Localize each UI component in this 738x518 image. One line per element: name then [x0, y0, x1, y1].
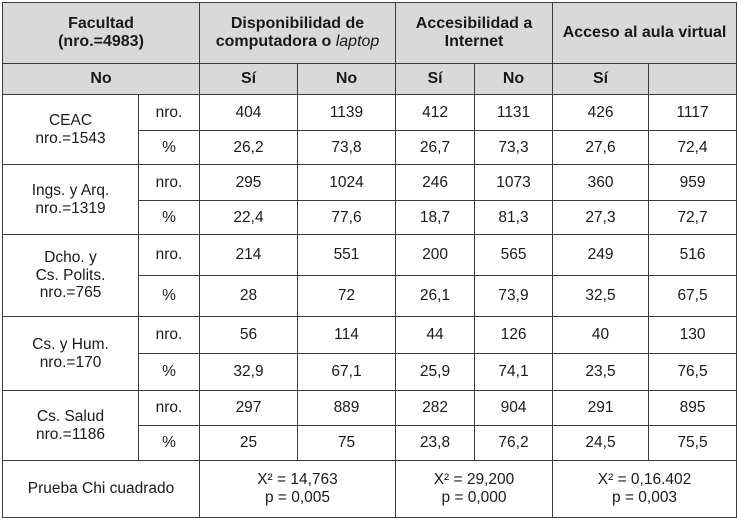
- col1-line2: computadora o: [215, 33, 332, 50]
- count-cell: 889: [298, 391, 396, 426]
- facultad-label: Facultad: [68, 14, 134, 32]
- faculty-name: [3, 391, 139, 461]
- row-type-label: nro.: [139, 317, 200, 354]
- faculty-name: [3, 317, 139, 391]
- percent-cell: 67,1: [298, 354, 396, 391]
- chi-square-result: [553, 461, 737, 518]
- col2-line1: Accesibilidad a: [415, 14, 533, 32]
- count-cell: 360: [553, 165, 649, 201]
- row-type-label: nro.: [139, 95, 200, 131]
- table-row: [3, 95, 737, 131]
- row-type-label: %: [139, 276, 200, 317]
- computer-availability-header: [200, 3, 396, 64]
- row-type-label: %: [139, 201, 200, 235]
- percent-cell: 77,6: [298, 201, 396, 235]
- count-cell: 291: [553, 391, 649, 426]
- percent-cell: 26,1: [396, 276, 475, 317]
- table-row: [3, 235, 737, 276]
- col2-line2: Internet: [444, 33, 504, 50]
- count-cell: 904: [475, 391, 553, 426]
- percent-cell: 32,9: [200, 354, 298, 391]
- percent-cell: 81,3: [475, 201, 553, 235]
- faculty-name: [3, 235, 139, 317]
- faculty-name: [3, 95, 139, 165]
- empty-header: [649, 64, 737, 95]
- chi-square-value: X² = 0,16.402: [597, 471, 692, 489]
- count-cell: 1139: [298, 95, 396, 131]
- chi-square-label: Prueba Chi cuadrado: [3, 461, 200, 518]
- row-type-label: nro.: [139, 165, 200, 201]
- count-cell: 297: [200, 391, 298, 426]
- count-cell: 565: [475, 235, 553, 276]
- header-row-1: [3, 3, 737, 64]
- percent-cell: 18,7: [396, 201, 475, 235]
- count-cell: 200: [396, 235, 475, 276]
- si-header: Sí: [396, 64, 475, 95]
- count-cell: 126: [475, 317, 553, 354]
- count-cell: 295: [200, 165, 298, 201]
- si-header: Sí: [200, 64, 298, 95]
- chi-square-value: X² = 29,200: [433, 471, 515, 489]
- table-row: [3, 391, 737, 426]
- percent-cell: 32,5: [553, 276, 649, 317]
- col3-label: Acceso al aula virtual: [562, 23, 727, 41]
- internet-access-header: [396, 3, 553, 64]
- count-cell: 895: [649, 391, 737, 426]
- count-cell: 516: [649, 235, 737, 276]
- count-cell: 1073: [475, 165, 553, 201]
- faculty-name: [3, 165, 139, 235]
- count-cell: 40: [553, 317, 649, 354]
- faculty-name-line: CEAC: [48, 111, 93, 129]
- percent-cell: 22,4: [200, 201, 298, 235]
- percent-cell: 23,8: [396, 426, 475, 461]
- percent-cell: 75,5: [649, 426, 737, 461]
- row-type-label: nro.: [139, 235, 200, 276]
- faculty-name-line: nro.=170: [39, 353, 102, 371]
- count-cell: 246: [396, 165, 475, 201]
- percent-cell: 76,2: [475, 426, 553, 461]
- count-cell: 412: [396, 95, 475, 131]
- p-value: p = 0,005: [264, 489, 331, 506]
- percent-cell: 73,3: [475, 131, 553, 165]
- percent-cell: 72: [298, 276, 396, 317]
- count-cell: 56: [200, 317, 298, 354]
- percent-cell: 72,4: [649, 131, 737, 165]
- faculty-name-line: nro.=1186: [35, 425, 106, 443]
- percent-cell: 25,9: [396, 354, 475, 391]
- percent-cell: 67,5: [649, 276, 737, 317]
- facultad-header: [3, 3, 200, 64]
- row-type-label: %: [139, 354, 200, 391]
- count-cell: 282: [396, 391, 475, 426]
- col1-laptop: laptop: [335, 33, 380, 50]
- row-type-label: nro.: [139, 391, 200, 426]
- p-value: p = 0,003: [611, 489, 678, 506]
- percent-cell: 26,7: [396, 131, 475, 165]
- count-cell: 130: [649, 317, 737, 354]
- p-value: p = 0,000: [441, 489, 507, 506]
- percent-cell: 24,5: [553, 426, 649, 461]
- col1-line1: Disponibilidad de: [230, 14, 365, 32]
- results-table: [2, 2, 737, 518]
- count-cell: 959: [649, 165, 737, 201]
- percent-cell: 23,5: [553, 354, 649, 391]
- count-cell: 214: [200, 235, 298, 276]
- percent-cell: 28: [200, 276, 298, 317]
- count-cell: 1117: [649, 95, 737, 131]
- table-body: [3, 3, 737, 518]
- count-cell: 114: [298, 317, 396, 354]
- count-cell: 551: [298, 235, 396, 276]
- table-row: [3, 317, 737, 354]
- faculty-name-line: Cs. Salud: [36, 407, 105, 425]
- faculty-name-line: nro.=1319: [35, 199, 106, 217]
- count-cell: 404: [200, 95, 298, 131]
- percent-cell: 27,6: [553, 131, 649, 165]
- si-header: Sí: [553, 64, 649, 95]
- faculty-name-line: Ings. y Arq.: [31, 181, 110, 199]
- count-cell: 44: [396, 317, 475, 354]
- table-row: [3, 165, 737, 201]
- faculty-name-line: Cs. y Hum.: [32, 335, 109, 353]
- total-count: (nro.=4983): [58, 33, 144, 50]
- chi-square-value: X² = 14,763: [257, 471, 338, 489]
- percent-cell: 25: [200, 426, 298, 461]
- chi-square-result: [200, 461, 396, 518]
- percent-cell: 73,9: [475, 276, 553, 317]
- row-type-label: %: [139, 426, 200, 461]
- faculty-name-line: nro.=765: [39, 284, 102, 302]
- faculty-name-line: Dcho. y: [44, 248, 97, 266]
- count-cell: 426: [553, 95, 649, 131]
- count-cell: 1131: [475, 95, 553, 131]
- row-type-label: %: [139, 131, 200, 165]
- no-header: No: [3, 64, 200, 95]
- percent-cell: 73,8: [298, 131, 396, 165]
- chi-square-row: [3, 461, 737, 518]
- percent-cell: 76,5: [649, 354, 737, 391]
- percent-cell: 26,2: [200, 131, 298, 165]
- no-header: No: [298, 64, 396, 95]
- percent-cell: 27,3: [553, 201, 649, 235]
- virtual-classroom-header: [553, 3, 737, 64]
- faculty-name-line: Cs. Polits.: [35, 266, 106, 284]
- percent-cell: 72,7: [649, 201, 737, 235]
- count-cell: 249: [553, 235, 649, 276]
- header-row-2: [3, 64, 737, 95]
- no-header: No: [475, 64, 553, 95]
- chi-square-result: [396, 461, 553, 518]
- count-cell: 1024: [298, 165, 396, 201]
- percent-cell: 75: [298, 426, 396, 461]
- faculty-name-line: nro.=1543: [35, 129, 106, 147]
- percent-cell: 74,1: [475, 354, 553, 391]
